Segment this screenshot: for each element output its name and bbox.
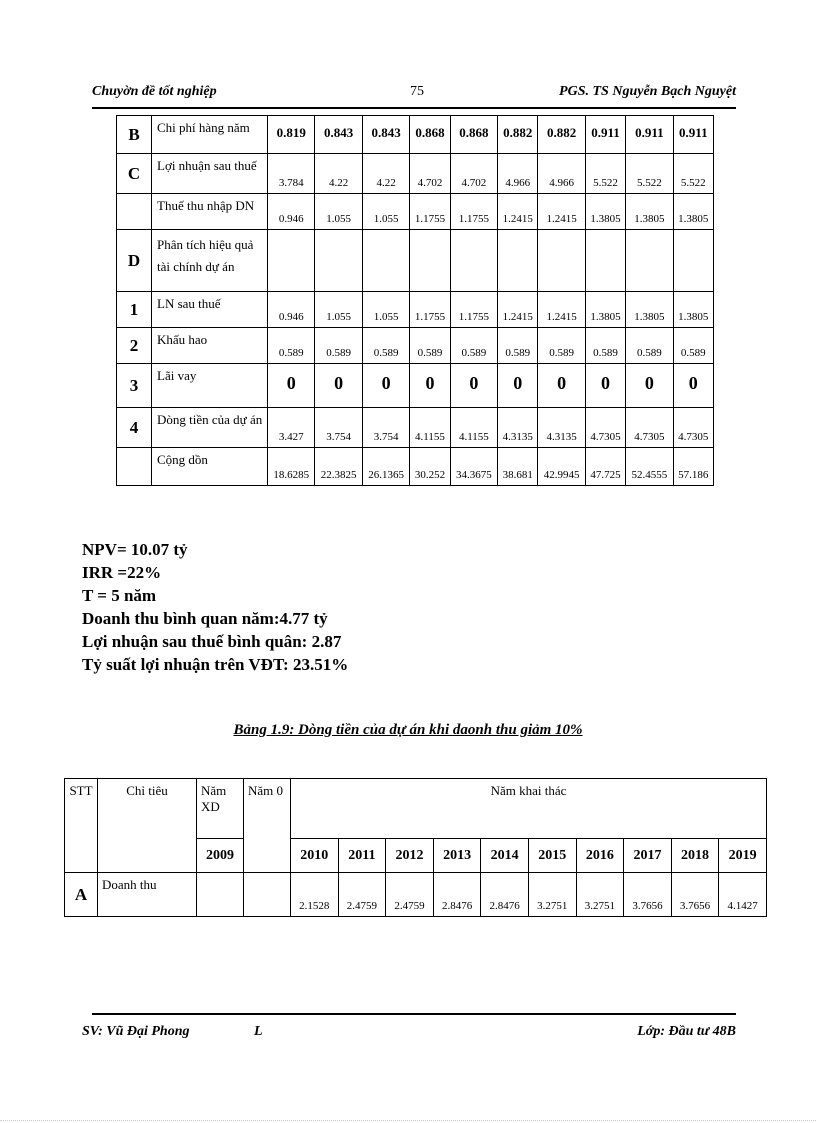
value-cell: 2.4759 — [338, 873, 386, 917]
value-cell: 52.4555 — [626, 448, 673, 486]
value-cell: 0.843 — [315, 116, 362, 154]
value-cell: 4.22 — [362, 154, 409, 194]
value-cell: 1.3805 — [673, 292, 713, 328]
col-nam0: Năm 0 — [244, 779, 291, 873]
value-cell — [626, 230, 673, 292]
value-cell: 1.3805 — [626, 292, 673, 328]
value-cell: 2.8476 — [433, 873, 481, 917]
value-cell: 3.784 — [268, 154, 315, 194]
year-header: 2014 — [481, 839, 529, 873]
header-rule — [92, 107, 736, 109]
value-cell: 2.1528 — [291, 873, 339, 917]
value-cell: 0.946 — [268, 292, 315, 328]
value-cell: 0.589 — [498, 328, 538, 364]
year-header: 2017 — [624, 839, 672, 873]
value-cell — [673, 230, 713, 292]
value-cell: 4.966 — [498, 154, 538, 194]
value-cell: 4.7305 — [673, 408, 713, 448]
value-cell: 0.868 — [410, 116, 450, 154]
value-cell: 4.1427 — [719, 873, 767, 917]
table-row — [117, 448, 714, 486]
row-code: B — [117, 116, 152, 154]
avg-revenue-line: Doanh thu bình quan năm:4.77 tỷ — [82, 609, 328, 628]
value-cell — [498, 230, 538, 292]
value-cell: 0 — [450, 364, 497, 408]
value-cell: 0.882 — [498, 116, 538, 154]
table-row — [117, 230, 714, 292]
value-cell — [268, 230, 315, 292]
row-code: 2 — [117, 328, 152, 364]
value-cell: 0.911 — [626, 116, 673, 154]
value-cell: 26.1365 — [362, 448, 409, 486]
value-cell: 0.868 — [450, 116, 497, 154]
year-header: 2019 — [719, 839, 767, 873]
year-header: 2018 — [671, 839, 719, 873]
table-caption: Bảng 1.9: Dòng tiền của dự án khi daonh thu giảm 10% — [233, 722, 583, 738]
value-cell: 1.1755 — [410, 292, 450, 328]
value-cell: 2.8476 — [481, 873, 529, 917]
row-label: Cộng dồn — [152, 448, 268, 486]
value-cell: 0 — [626, 364, 673, 408]
value-cell: 4.3135 — [498, 408, 538, 448]
cell-empty — [244, 873, 291, 917]
value-cell: 0 — [315, 364, 362, 408]
value-cell: 0.589 — [450, 328, 497, 364]
value-cell: 3.427 — [268, 408, 315, 448]
value-cell: 0.589 — [268, 328, 315, 364]
col-khaithac: Năm khai thác — [291, 779, 767, 839]
summary-block — [82, 538, 348, 676]
value-cell: 4.702 — [450, 154, 497, 194]
value-cell: 0 — [673, 364, 713, 408]
header-title: Chuyờn đề tốt nghiệp — [92, 84, 217, 99]
value-cell — [450, 230, 497, 292]
row-label: Phân tích hiệu quả tài chính dự án — [152, 230, 268, 292]
value-cell: 0.589 — [410, 328, 450, 364]
value-cell: 5.522 — [673, 154, 713, 194]
value-cell: 2.4759 — [386, 873, 434, 917]
year-header: 2015 — [528, 839, 576, 873]
row-code: 3 — [117, 364, 152, 408]
page-number: 75 — [410, 84, 424, 99]
row-label: Lợi nhuận sau thuế — [152, 154, 268, 194]
value-cell — [538, 230, 585, 292]
row-label: Chi phí hàng năm — [152, 116, 268, 154]
value-cell: 4.3135 — [538, 408, 585, 448]
col-stt: STT — [65, 779, 98, 873]
value-cell: 0.589 — [538, 328, 585, 364]
value-cell: 0 — [585, 364, 625, 408]
value-cell: 3.7656 — [624, 873, 672, 917]
value-cell: 0.882 — [538, 116, 585, 154]
value-cell: 34.3675 — [450, 448, 497, 486]
value-cell: 1.055 — [362, 194, 409, 230]
col-namxd: Năm XD — [197, 779, 244, 839]
value-cell: 4.966 — [538, 154, 585, 194]
row-label: Doanh thu — [98, 873, 197, 917]
value-cell: 0.911 — [585, 116, 625, 154]
value-cell: 1.1755 — [450, 292, 497, 328]
value-cell: 5.522 — [585, 154, 625, 194]
value-cell: 4.7305 — [585, 408, 625, 448]
value-cell: 1.3805 — [626, 194, 673, 230]
header-author: PGS. TS Nguyễn Bạch Nguyệt — [559, 84, 736, 99]
value-cell: 1.2415 — [498, 194, 538, 230]
table-row — [117, 328, 714, 364]
year-header: 2012 — [386, 839, 434, 873]
avg-profit-line: Lợi nhuận sau thuế bình quân: 2.87 — [82, 632, 342, 651]
value-cell: 0 — [268, 364, 315, 408]
value-cell — [410, 230, 450, 292]
value-cell — [315, 230, 362, 292]
cashflow-table-revenue-down — [64, 778, 767, 917]
value-cell: 1.3805 — [673, 194, 713, 230]
table-row — [117, 408, 714, 448]
footer-rule — [92, 1013, 736, 1015]
col-chitieu: Chỉ tiêu — [98, 779, 197, 873]
footer-student: SV: Vũ Đại Phong — [82, 1024, 190, 1039]
value-cell: 4.22 — [315, 154, 362, 194]
value-cell: 1.3805 — [585, 292, 625, 328]
value-cell: 1.1755 — [450, 194, 497, 230]
cell-empty — [197, 873, 244, 917]
value-cell — [362, 230, 409, 292]
row-label: Lãi vay — [152, 364, 268, 408]
value-cell: 0.589 — [315, 328, 362, 364]
npv-line: NPV= 10.07 tỷ — [82, 540, 188, 559]
cashflow-table-continued — [116, 115, 714, 486]
value-cell: 0 — [410, 364, 450, 408]
value-cell: 5.522 — [626, 154, 673, 194]
row-label: Dòng tiền của dự án — [152, 408, 268, 448]
year-xd: 2009 — [197, 839, 244, 873]
value-cell: 0 — [362, 364, 409, 408]
year-header: 2013 — [433, 839, 481, 873]
table-row — [117, 116, 714, 154]
value-cell: 4.1155 — [410, 408, 450, 448]
footer-mark: L — [254, 1024, 263, 1039]
value-cell: 1.055 — [315, 194, 362, 230]
value-cell: 3.754 — [315, 408, 362, 448]
row-code: 1 — [117, 292, 152, 328]
value-cell: 42.9945 — [538, 448, 585, 486]
year-header: 2010 — [291, 839, 339, 873]
value-cell: 3.2751 — [576, 873, 624, 917]
value-cell: 4.7305 — [626, 408, 673, 448]
value-cell: 38.681 — [498, 448, 538, 486]
value-cell: 1.1755 — [410, 194, 450, 230]
value-cell: 0.843 — [362, 116, 409, 154]
row-code: A — [65, 873, 98, 917]
value-cell: 1.3805 — [585, 194, 625, 230]
value-cell: 0.946 — [268, 194, 315, 230]
value-cell: 4.702 — [410, 154, 450, 194]
year-header: 2016 — [576, 839, 624, 873]
row-code: D — [117, 230, 152, 292]
value-cell: 1.2415 — [538, 292, 585, 328]
footer-class: Lớp: Đầu tư 48B — [637, 1024, 736, 1039]
value-cell: 1.2415 — [498, 292, 538, 328]
page-header — [92, 84, 736, 106]
row-label: Thuế thu nhập DN — [152, 194, 268, 230]
value-cell: 1.2415 — [538, 194, 585, 230]
page-edge — [0, 1120, 816, 1121]
value-cell: 0.589 — [673, 328, 713, 364]
row-code: C — [117, 154, 152, 194]
row-code — [117, 448, 152, 486]
row-code — [117, 194, 152, 230]
return-ratio-line: Tỷ suất lợi nhuận trên VĐT: 23.51% — [82, 655, 349, 674]
value-cell: 57.186 — [673, 448, 713, 486]
row-label: Khấu hao — [152, 328, 268, 364]
table-row — [117, 364, 714, 408]
value-cell — [585, 230, 625, 292]
payback-line: T = 5 năm — [82, 586, 157, 605]
value-cell: 0 — [498, 364, 538, 408]
value-cell: 3.7656 — [671, 873, 719, 917]
value-cell: 47.725 — [585, 448, 625, 486]
value-cell: 1.055 — [315, 292, 362, 328]
value-cell: 0.589 — [362, 328, 409, 364]
table-row — [117, 292, 714, 328]
value-cell: 0.589 — [585, 328, 625, 364]
value-cell: 30.252 — [410, 448, 450, 486]
value-cell: 0.819 — [268, 116, 315, 154]
value-cell: 1.055 — [362, 292, 409, 328]
table-row — [117, 194, 714, 230]
irr-line: IRR =22% — [82, 563, 162, 582]
value-cell: 0.911 — [673, 116, 713, 154]
value-cell: 4.1155 — [450, 408, 497, 448]
value-cell: 22.3825 — [315, 448, 362, 486]
value-cell: 0.589 — [626, 328, 673, 364]
value-cell: 18.6285 — [268, 448, 315, 486]
value-cell: 0 — [538, 364, 585, 408]
table-row — [117, 154, 714, 194]
value-cell: 3.2751 — [528, 873, 576, 917]
year-header: 2011 — [338, 839, 386, 873]
value-cell: 3.754 — [362, 408, 409, 448]
row-label: LN sau thuế — [152, 292, 268, 328]
row-code: 4 — [117, 408, 152, 448]
